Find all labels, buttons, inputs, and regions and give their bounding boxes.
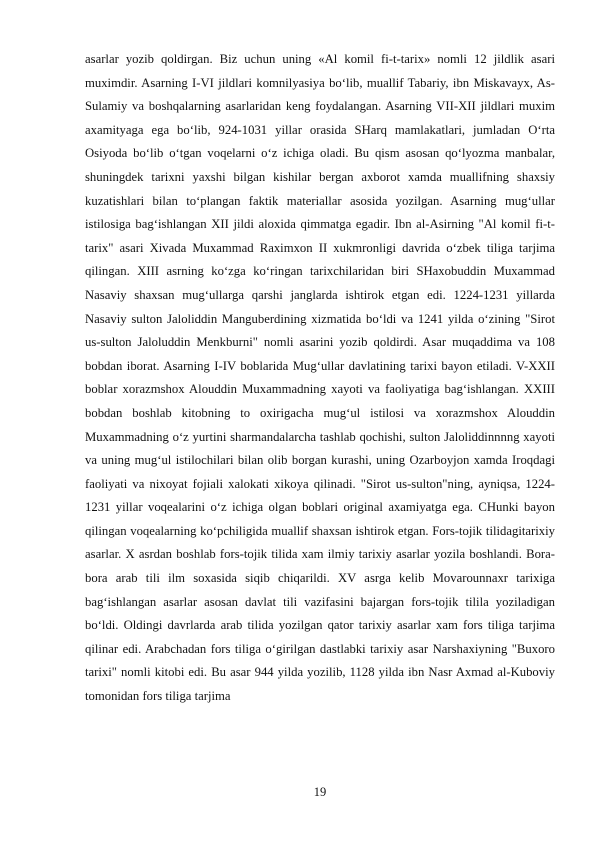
body-paragraph: asarlar yozib qoldirgan. Biz uchun uning «Al komil fi-t-tarix» nomli 12 jildlik asari muximdir. Asarning I-VI jildlari komnilyasiya bo‘lib, muallif Tabariy, ibn Miskavayx, As-Sulamiy va boshqalarning asarlaridan keng foydalangan. Asarning VII-XII jildlari muxim axamityaga ega bo‘lib, 924-1031 yillar orasida SHarq mamlakatlari, jumladan O‘rta Osiyoda bo‘lib o‘tgan voqelarni o‘z ichiga oladi. Bu qism asosan qo‘lyozma manbalar, shuningdek tarixni yaxshi bilgan kishilar bergan axborot xamda muallifning shaxsiy kuzatishlari bilan to‘plangan faktik materiallar asosida yozilgan. Asarning mug‘ullar istilosiga bag‘ishlangan XII jildi aloxida qimmatga egadir. Ibn al-Asirning "Al komil fi-t-tarix" asari Xivada Muxammad Raximxon II xukmronligi davrida o‘zbek tiliga tarjima qilingan. XIII asrning ko‘zga ko‘ringan tarixchilaridan biri SHaxobuddin Muxammad Nasaviy shaxsan mug‘ullarga qarshi janglarda ishtirok etgan edi. 1224-1231 yillarda Nasaviy sulton Jaloliddin Manguberdining xizmatida bo‘ldi va 1241 yilda o‘zining "Sirot us-sulton Jaloluddin Menkburni" nomli asarini yozib qoldirdi. Asar muqaddima va 108 bobdan iborat. Asarning I-IV boblarida Mug‘ullar davlatining tarixi bayon etiladi. V-XXII boblar xorazmshox Alouddin Muxammadning xayoti va faoliyatiga bag‘ishlangan. XXIII bobdan boshlab kitobning to oxirigacha mug‘ul istilosi va xorazmshox Alouddin Muxammadning o‘z yurtini sharmandalarcha tashlab qochishi, sulton Jaloliddinnnng xayoti va uning mug‘ul istilochilari bilan olib borgan kurashi, uning Ozarboyjon xamda Iroqdagi faoliyati va nixoyat fojiali xalokati xikoya qilinadi. "Sirot us-sulton"ning, ayniqsa, 1224-1231 yillar voqealarini o‘z ichiga olgan boblari original axamiyatga ega. CHunki bayon qilingan voqealarning ko‘pchiligida muallif shaxsan ishtirok etgan. Fors-tojik tilidagitarixiy asarlar. X asrdan boshlab fors-tojik tilida xam ilmiy tarixiy asarlar yozila boshlandi. Bora-bora arab tili ilm soxasida siqib chiqarildi. XV asrga kelib Movarounnaxr tarixiga bag‘ishlangan asarlar asosan davlat tili vazifasini bajargan fors-tojik tilila yoziladigan bo‘ldi. Oldingi davrlarda arab tilida yozilgan qator tarixiy asarlar xam fors tiliga tarjima qilinar edi. Arabchadan fors tiliga o‘girilgan dastlabki tarixiy asar Narshaxiyning "Buxoro tarixi" nomli kitobi edi. Bu asar 944 yilda yozilib, 1128 yilda ibn Nasr Axmad al-Kuboviy tomonidan fors tiliga tarjima	[85, 52, 555, 704]
page-number: 19	[313, 785, 327, 799]
